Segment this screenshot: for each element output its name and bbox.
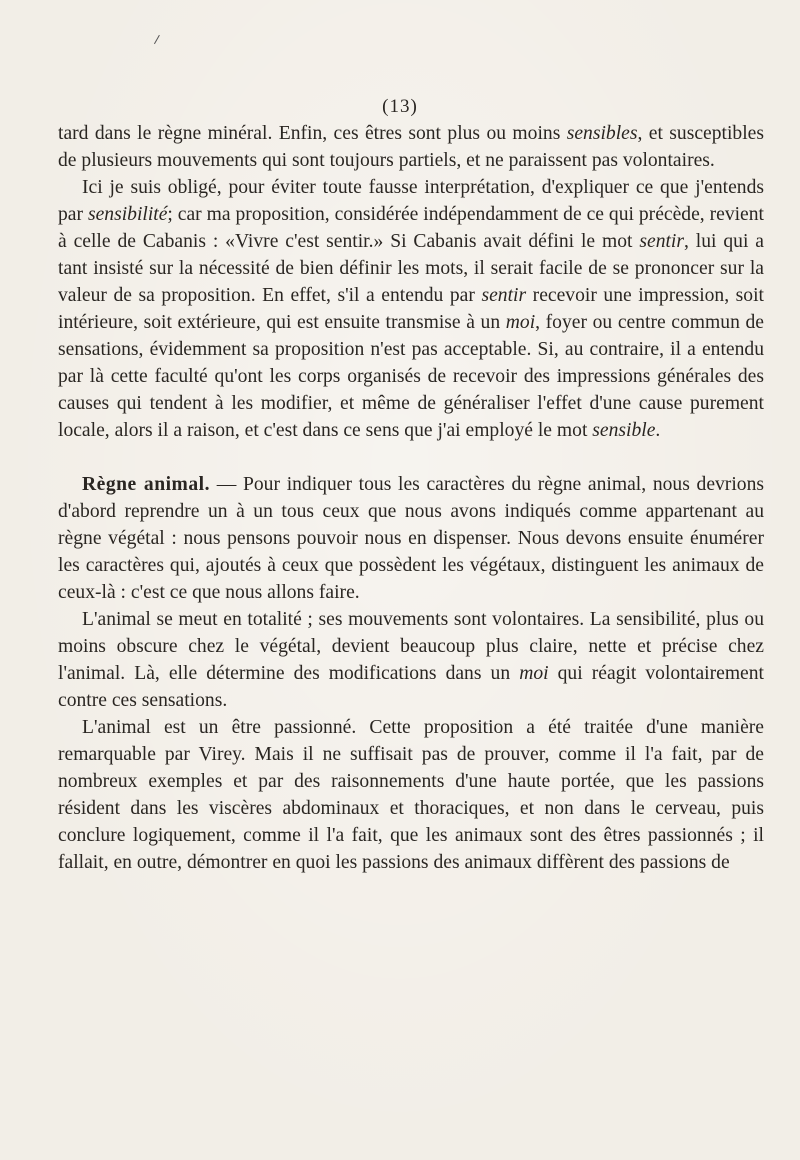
- text-segment: qui réagit volontairement contre ces sensations.: [58, 663, 764, 711]
- italic-word: sensible: [592, 420, 656, 441]
- text-segment: tard dans le règne minéral. Enfin, ces êtres sont plus ou moins: [58, 123, 567, 144]
- paragraph-p4: [58, 606, 764, 714]
- italic-word: sentir: [639, 231, 685, 252]
- italic-word: moi: [519, 663, 549, 684]
- text-segment: L'animal se meut en totalité ; ses mouvements sont volontaires. La sensibilité, plus ou moins obscure chez le végétal, devient beaucoup plus claire, nette et précise chez l'animal. Là, elle détermine des modifications dans un: [58, 609, 764, 684]
- text-segment: , lui qui a tant insisté sur la nécessité de bien définir les mots, il serait facile de se prononcer sur la valeur de sa proposition. En effet, s'il a entendu par: [58, 231, 764, 306]
- paragraph-gap: [58, 444, 764, 471]
- italic-word: sensibilité: [87, 204, 168, 225]
- italic-word: sentir: [481, 285, 527, 306]
- paragraph-p2: [58, 174, 764, 444]
- paragraph-p1: [58, 120, 764, 174]
- section-heading: Règne animal.: [82, 474, 211, 495]
- text-segment: , foyer ou centre commun de sensations, évidemment sa proposition n'est pas acceptable. Si, au contraire, il a entendu par là cette faculté qu'ont les corps organisés de recevoir des impressions générales des causes qui tendent à les modifier, et même de généraliser l'effet d'une cause purement locale, alors il a raison, et c'est dans ce sens que j'ai employé le mot: [58, 312, 764, 441]
- italic-word: moi: [505, 312, 536, 333]
- text-segment: recevoir une impression, soit intérieure, soit extérieure, qui est ensuite transmise à un: [58, 285, 764, 333]
- paragraph-p3: [58, 471, 764, 606]
- text-segment: , et susceptibles de plusieurs mouvements qui sont toujours partiels, et ne paraissent pas volontaires.: [58, 123, 764, 171]
- body-text: [58, 120, 764, 876]
- paragraph-p5: [58, 714, 764, 876]
- text-segment: Ici je suis obligé, pour éviter toute fausse interprétation, d'expliquer ce que j'entends par: [58, 177, 764, 225]
- pencil-mark: [154, 35, 165, 47]
- text-segment: ; car ma proposition, considérée indépendamment de ce qui précède, revient à celle de Cabanis : «Vivre c'est sentir.» Si Cabanis avait défini le mot: [58, 204, 764, 252]
- page-number: (13): [382, 96, 418, 117]
- text-segment: — Pour indiquer tous les caractères du règne animal, nous devrions d'abord reprendre un à un tous ceux que nous avons indiqués comme appartenant au règne végétal : nous pensons pouvoir nous en dispenser. Nous devons ensuite énumérer les caractères qui, ajoutés à ceux que possèdent les végétaux, distinguent les animaux de ceux-là : c'est ce que nous allons faire.: [58, 474, 764, 603]
- text-segment: L'animal est un être passionné. Cette proposition a été traitée d'une manière remarquable par Virey. Mais il ne suffisait pas de prouver, comme il l'a fait, par de nombreux exemples et par des raisonnements d'une haute portée, que les passions résident dans les viscères abdominaux et thoraciques, et non dans le cerveau, puis conclure logiquement, comme il l'a fait, que les animaux sont des êtres passionnés ; il fallait, en outre, démontrer en quoi les passions des animaux diffèrent des passions de: [58, 717, 764, 873]
- text-segment: .: [655, 420, 661, 441]
- italic-word: sensibles: [566, 123, 638, 144]
